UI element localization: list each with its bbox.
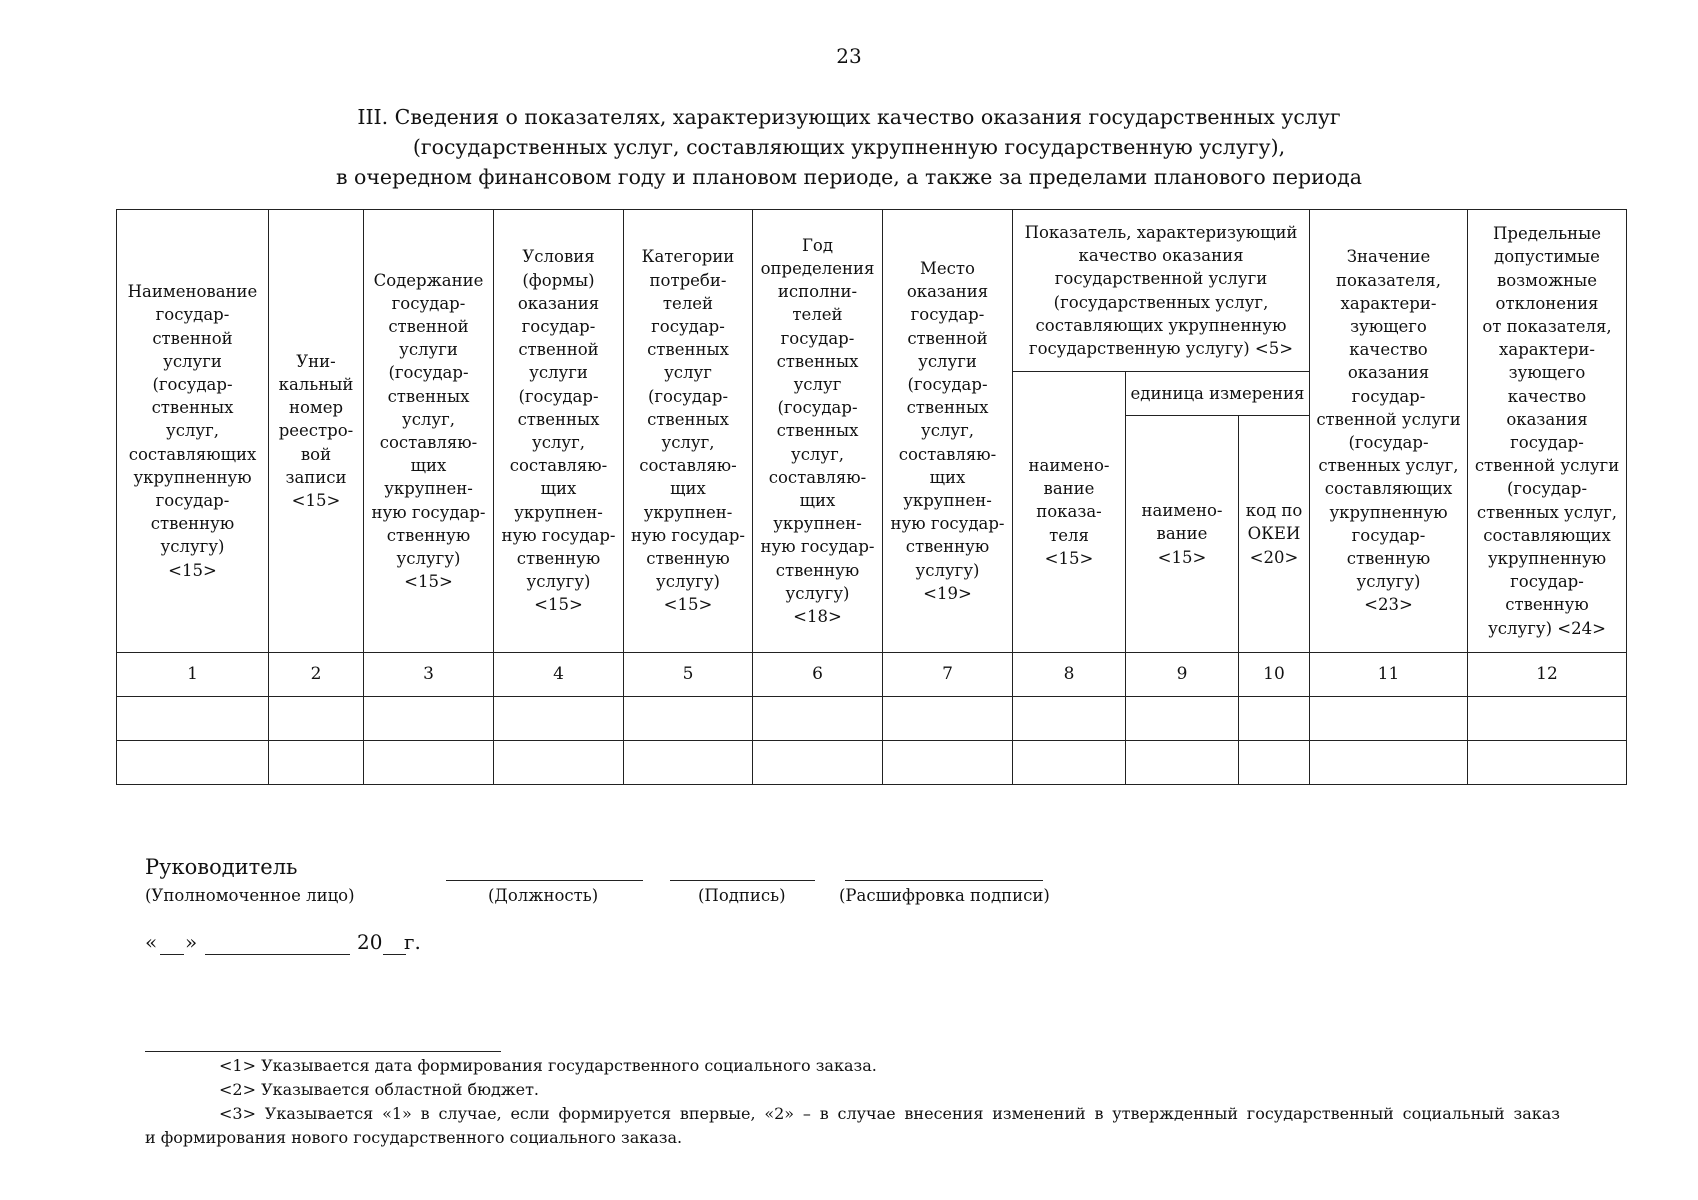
signatory-role-note: (Уполномоченное лицо) [145, 886, 355, 905]
empty-cell [269, 697, 364, 741]
header-quality-indicator-group: Показатель, характеризующий качество оказания государственной услуги (государственных услуг, составляющих укрупненную государственную услугу) <5> [1013, 210, 1310, 372]
empty-cell [883, 697, 1013, 741]
empty-cell [494, 697, 624, 741]
day-line [160, 954, 184, 955]
column-number: 1 [117, 653, 269, 697]
header-indicator-name: наимено- вание показа- теля <15> [1013, 372, 1126, 653]
header-registry-number: Уни- кальный номер реестро- вой записи <15> [269, 210, 364, 653]
empty-cell [117, 697, 269, 741]
header-allowed-deviations: Предельные допустимые возможные отклонения от показателя, характери- зующего качество оказания государ- ственной услуги (государ- ственных услуг, составляющих укрупненную государ- ственную услугу) <24> [1468, 210, 1627, 653]
header-service-content: Содержание государ- ственной услуги (государ- ственных услуг, составляю- щих укрупнен- ную государ- ственную услугу) <15> [364, 210, 494, 653]
year-suffix: г. [404, 930, 421, 954]
column-number: 2 [269, 653, 364, 697]
footnote-separator [145, 1051, 501, 1052]
empty-cell [1310, 697, 1468, 741]
header-consumer-categories: Категории потреби- телей государ- ственных услуг (государ- ственных услуг, составляю- щих укрупнен- ную государ- ственную услугу) <15> [624, 210, 753, 653]
empty-cell [1310, 741, 1468, 785]
header-determination-year: Год определения исполни- телей государ- ственных услуг (государ- ственных услуг, составляю- щих укрупнен- ную государ- ственную услугу) <18> [753, 210, 883, 653]
footnote-2: <2> Указывается областной бюджет. [219, 1080, 540, 1099]
page-number: 23 [836, 44, 862, 68]
column-number-row [117, 653, 1627, 697]
empty-cell [269, 741, 364, 785]
header-indicator-value: Значение показателя, характери- зующего качество оказания государ- ственной услуги (государ- ственных услуг, составляющих укрупненную государ- ственную услугу) <23> [1310, 210, 1468, 653]
date-close-quote: » [185, 930, 198, 954]
year-prefix: 20 [357, 930, 383, 954]
title-line-2: (государственных услуг, составляющих укрупненную государственную услугу), [412, 135, 1286, 159]
section-title [0, 102, 1698, 192]
empty-cell [753, 697, 883, 741]
position-label: (Должность) [488, 886, 599, 905]
table-row [117, 741, 1627, 785]
column-number: 7 [883, 653, 1013, 697]
empty-cell [1239, 697, 1310, 741]
title-line-3: в очередном финансовом году и плановом периоде, а также за пределами планового периода [335, 165, 1363, 189]
empty-cell [624, 741, 753, 785]
empty-cell [1126, 697, 1239, 741]
empty-cell [364, 697, 494, 741]
column-number: 11 [1310, 653, 1468, 697]
column-number: 12 [1468, 653, 1627, 697]
signatory-role: Руководитель [145, 855, 298, 879]
header-service-place: Место оказания государ- ственной услуги (государ- ственных услуг, составляю- щих укрупнен- ную государ- ственную услугу) <19> [883, 210, 1013, 653]
decoding-label: (Расшифровка подписи) [839, 886, 1050, 905]
empty-cell [1126, 741, 1239, 785]
header-okei-code: код по ОКЕИ <20> [1239, 416, 1310, 653]
column-number: 8 [1013, 653, 1126, 697]
header-unit-name: наимено- вание <15> [1126, 416, 1239, 653]
title-line-1: III. Сведения о показателях, характеризующих качество оказания государственных услуг [357, 105, 1341, 129]
decoding-line [845, 880, 1043, 881]
footnote-3: <3> Указывается «1» в случае, если формируется впервые, «2» – в случае внесения изменений в утвержденный государственный социальный заказ [219, 1104, 1560, 1123]
footnotes [145, 1054, 1560, 1150]
empty-cell [117, 741, 269, 785]
empty-cell [494, 741, 624, 785]
column-number: 9 [1126, 653, 1239, 697]
empty-cell [364, 741, 494, 785]
empty-cell [1239, 741, 1310, 785]
quality-indicators-table [116, 209, 1627, 785]
date-open-quote: « [145, 930, 158, 954]
column-number: 3 [364, 653, 494, 697]
position-line [446, 880, 643, 881]
signature-label: (Подпись) [698, 886, 786, 905]
header-service-name: Наименование государ- ственной услуги (государ- ственных услуг, составляющих укрупненную государ- ственную услугу) <15> [117, 210, 269, 653]
column-number: 10 [1239, 653, 1310, 697]
footnote-1: <1> Указывается дата формирования государственного социального заказа. [219, 1056, 877, 1075]
header-unit-group: единица измерения [1126, 372, 1310, 416]
empty-cell [753, 741, 883, 785]
column-number: 4 [494, 653, 624, 697]
empty-cell [624, 697, 753, 741]
header-service-conditions: Условия (формы) оказания государ- ственной услуги (государ- ственных услуг, составляю- щих укрупнен- ную государ- ственную услугу) <15> [494, 210, 624, 653]
year-line [383, 954, 406, 955]
table-row [117, 697, 1627, 741]
empty-cell [883, 741, 1013, 785]
column-number: 6 [753, 653, 883, 697]
signature-line [670, 880, 815, 881]
empty-cell [1468, 697, 1627, 741]
footnote-3-continuation: и формирования нового государственного социального заказа. [145, 1128, 683, 1147]
column-number: 5 [624, 653, 753, 697]
month-line [205, 954, 350, 955]
empty-cell [1468, 741, 1627, 785]
empty-cell [1013, 741, 1126, 785]
empty-cell [1013, 697, 1126, 741]
